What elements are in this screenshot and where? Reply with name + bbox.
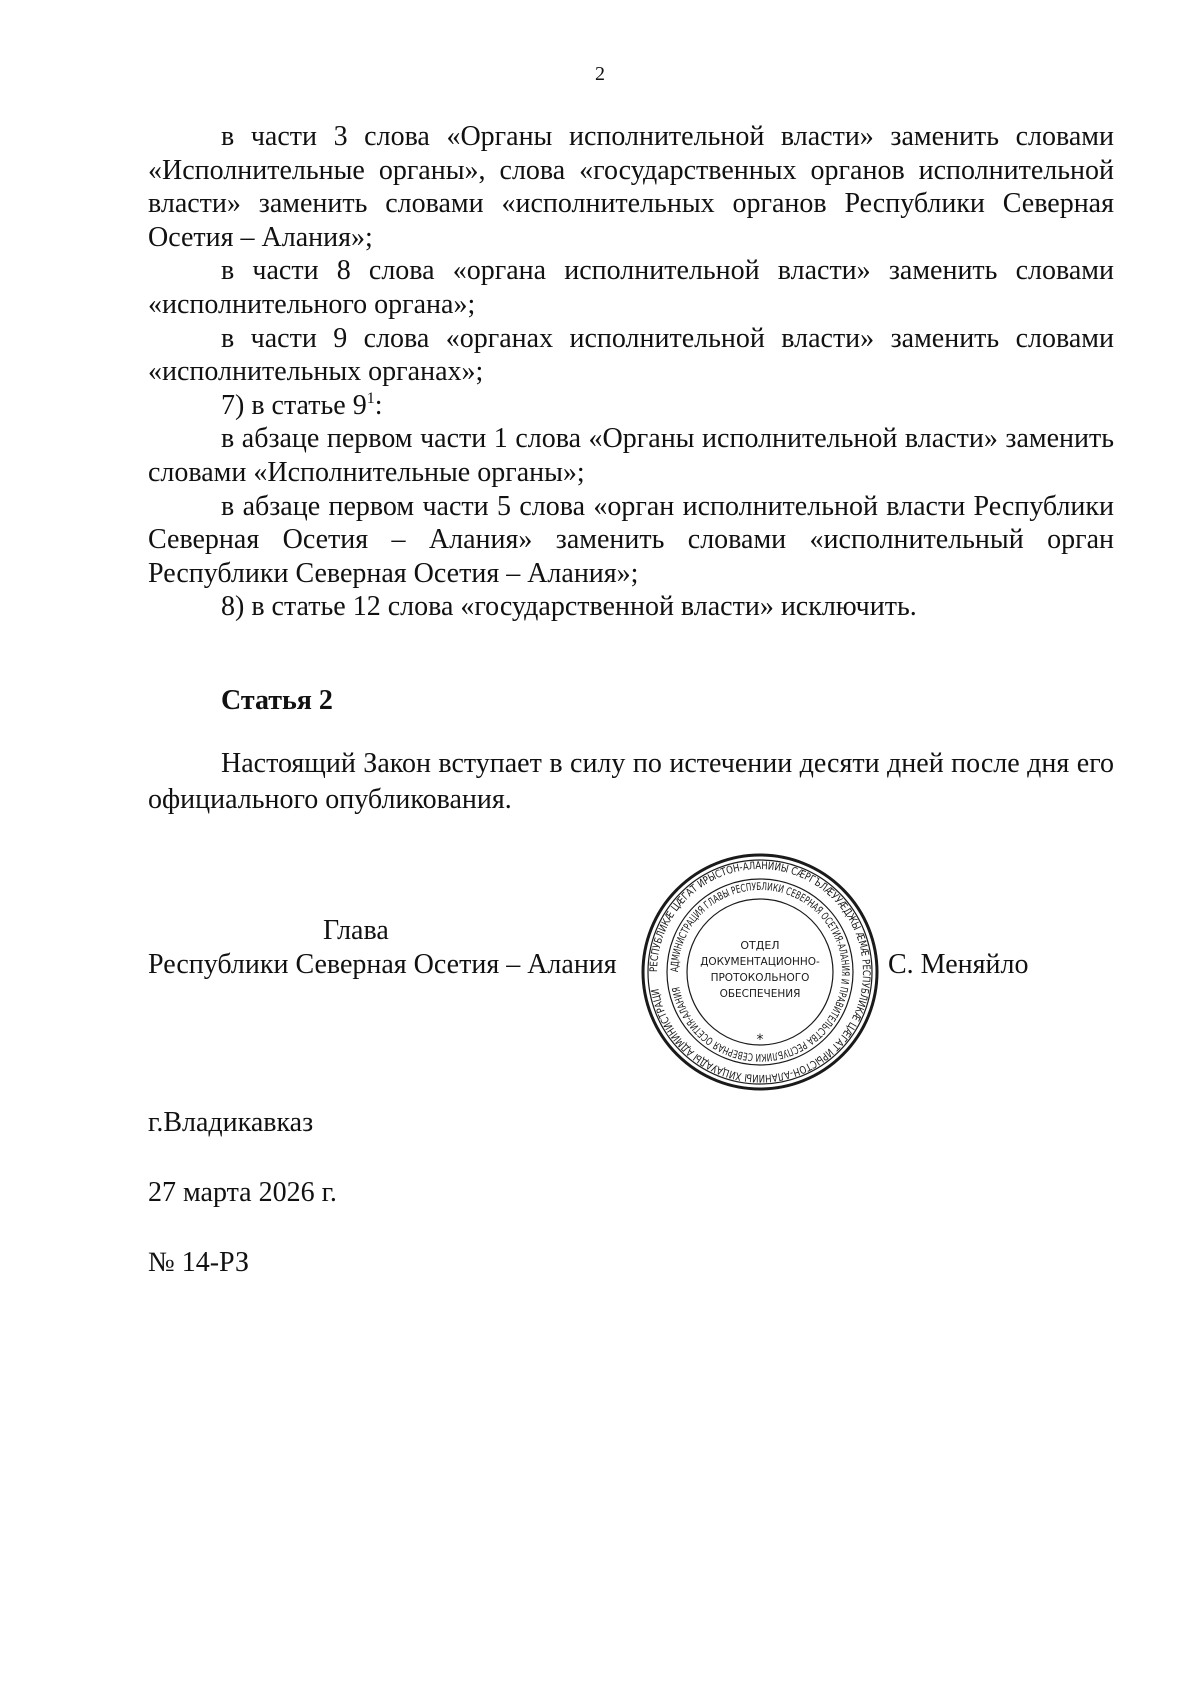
amendments-list [148,120,1114,624]
item-7-superscript: 1 [366,389,375,407]
seal-center-line-1: ОТДЕЛ [740,939,780,952]
article-2-heading: Статья 2 [221,685,333,716]
seal-center-line-4: ОБЕСПЕЧЕНИЯ [719,988,801,1000]
amendment-paragraph: в части 3 слова «Органы исполнительной власти» заменить словами «Исполнительные органы», слова «государственных органов исполнительной власти» заменить словами «исполнительных органов Республики Северная Осетия – Алания»; [148,121,1114,253]
official-seal [640,852,880,1092]
seal-star: * [756,1032,764,1048]
article-2-text: Настоящий Закон вступает в силу по истечении десяти дней после дня его официального опубликования. [148,748,1114,815]
amendment-item-7 [148,389,1114,423]
amendment-paragraph: в абзаце первом части 1 слова «Органы исполнительной власти» заменить словами «Исполнительные органы»; [148,423,1114,488]
amendment-item-8: 8) в статье 12 слова «государственной власти» исключить. [221,591,917,623]
amendment-paragraph: в части 9 слова «органах исполнительной власти» заменить словами «исполнительных органах»; [148,322,1114,388]
seal-center-line-2: ДОКУМЕНТАЦИОННО- [700,956,820,968]
page-number: 2 [595,63,605,85]
signing-place: г.Владикавказ [148,1107,314,1138]
item-7-suffix: : [374,389,383,421]
seal-outer-text: РЕСПУБЛИКӔ ЦӔГАТ ИРЫСТОН-АЛАНИЙЫ СӔРГЪЛӔУУӔДЖЫ ӔМӔ РЕСПУБЛИКӔ ЦӔГАТ ИРЫСТОН-АЛАНИЙЫ ХИЦАУАДЫ АДМИНИСТРАЦИ [647,859,873,1085]
article-2-body [148,746,1114,818]
amendment-paragraph: в части 8 слова «органа исполнительной власти» заменить словами «исполнительного органа»; [148,255,1114,320]
signature-title: Глава [323,915,389,946]
signature-region: Республики Северная Осетия – Алания [148,949,617,980]
signing-date: 27 марта 2026 г. [148,1177,337,1208]
amendment-paragraph: в абзаце первом части 5 слова «орган исполнительной власти Республики Северная Осетия – Алания» заменить словами «исполнительный орган Республики Северная Осетия – Алания»; [148,490,1114,589]
law-number: № 14-РЗ [148,1247,249,1278]
item-7-prefix: 7) в статье 9 [221,389,367,421]
seal-inner-text: АДМИНИСТРАЦИЯ ГЛАВЫ РЕСПУБЛИКИ СЕВЕРНАЯ ОСЕТИЯ-АЛАНИЯ И ПРАВИТЕЛЬСТВА РЕСПУБЛИКИ СЕВЕРНАЯ ОСЕТИЯ-АЛАНИЯ [668,880,852,1064]
signature-name: С. Меняйло [888,949,1029,980]
seal-center-line-3: ПРОТОКОЛЬНОГО [710,972,810,984]
